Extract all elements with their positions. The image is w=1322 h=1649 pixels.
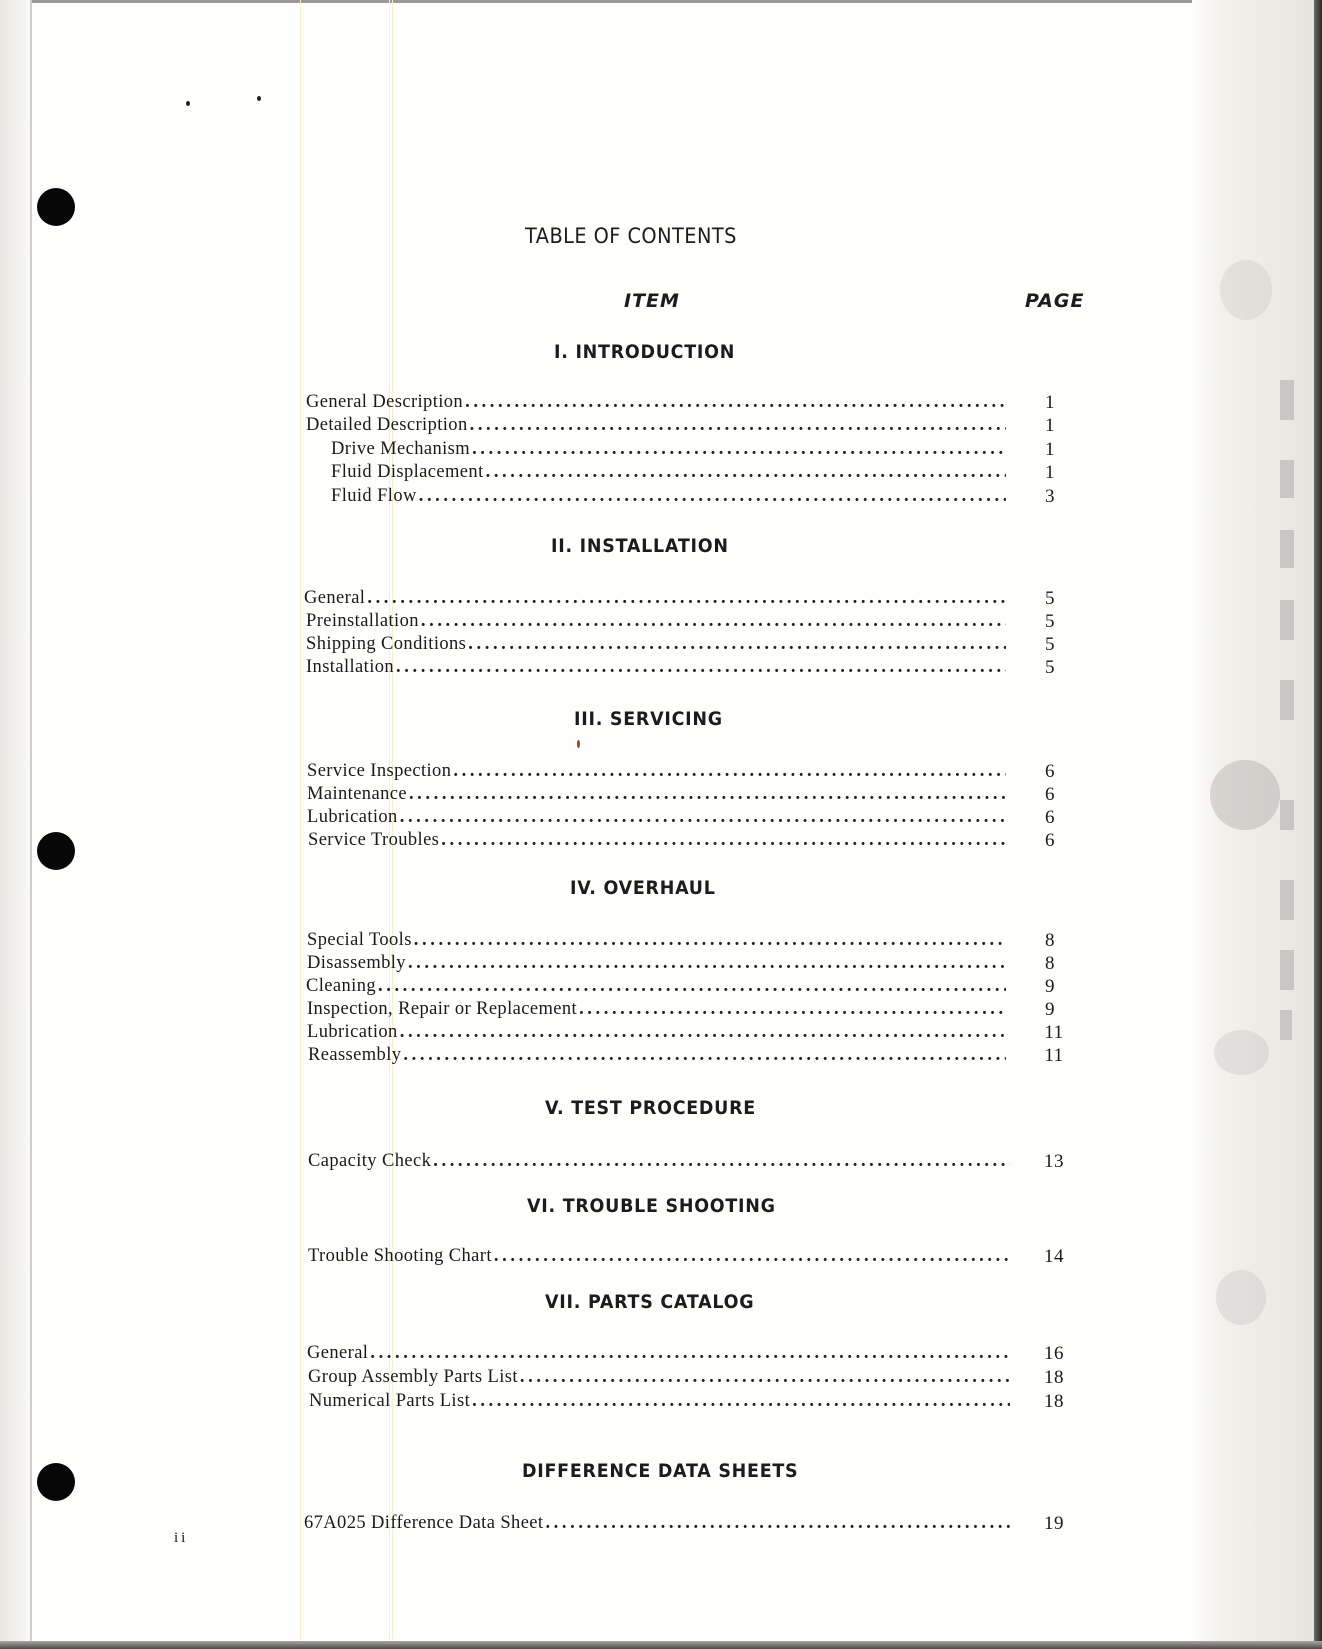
entry-page-number: 11 — [1044, 1022, 1064, 1043]
dot-leader — [403, 1045, 1006, 1066]
entry-label: Fluid Displacement — [331, 462, 484, 482]
toc-entry[interactable] — [306, 976, 1006, 998]
entry-label: Shipping Conditions — [306, 634, 467, 654]
entry-label: Detailed Description — [306, 415, 468, 435]
toc-entry[interactable] — [307, 1343, 1010, 1365]
toc-entry[interactable] — [306, 415, 1006, 437]
facing-page-bleed — [1192, 0, 1322, 1649]
toc-entry[interactable] — [331, 462, 1006, 484]
entry-page-number: 5 — [1045, 611, 1055, 632]
scan-speck — [257, 96, 261, 101]
entry-page-number: 5 — [1045, 634, 1055, 655]
entry-page-number: 5 — [1045, 657, 1055, 678]
dot-leader — [400, 1022, 1006, 1043]
entry-page-number: 9 — [1045, 976, 1055, 997]
toc-entry[interactable] — [306, 657, 1006, 679]
entry-page-number: 1 — [1045, 462, 1055, 483]
entry-page-number: 1 — [1045, 439, 1055, 460]
entry-label: Inspection, Repair or Replacement — [307, 999, 578, 1019]
toc-entry[interactable] — [304, 588, 1006, 610]
dot-leader — [408, 953, 1006, 974]
dot-leader — [453, 761, 1006, 782]
binder-hole — [37, 188, 75, 226]
entry-page-number: 3 — [1045, 486, 1055, 507]
entry-label: Lubrication — [307, 807, 398, 827]
toc-entry[interactable] — [307, 930, 1006, 952]
dot-leader — [414, 930, 1006, 951]
entry-page-number: 6 — [1045, 784, 1055, 805]
entry-label: Trouble Shooting Chart — [308, 1246, 492, 1266]
dot-leader — [409, 784, 1006, 805]
dot-leader — [421, 611, 1006, 632]
section-heading-introduction: I. INTRODUCTION — [554, 341, 736, 363]
entry-label: Disassembly — [307, 953, 406, 973]
section-heading-test-procedure: V. TEST PROCEDURE — [545, 1097, 756, 1119]
entry-label: General — [304, 588, 366, 608]
dot-leader — [468, 634, 1006, 655]
entry-label: Reassembly — [308, 1045, 402, 1065]
toc-entry[interactable] — [331, 486, 1006, 508]
toc-entry[interactable] — [308, 1246, 1010, 1268]
entry-label: Service Troubles — [308, 830, 440, 850]
entry-label: General — [307, 1343, 369, 1363]
section-heading-trouble-shooting: VI. TROUBLE SHOOTING — [527, 1195, 776, 1217]
entry-label: Fluid Flow — [331, 486, 417, 506]
entry-label: Capacity Check — [308, 1151, 432, 1171]
entry-page-number: 6 — [1045, 830, 1055, 851]
toc-entry[interactable] — [308, 1367, 1010, 1389]
section-heading-overhaul: IV. OVERHAUL — [570, 877, 716, 899]
toc-entry[interactable] — [331, 439, 1006, 461]
entry-label: Numerical Parts List — [309, 1391, 471, 1411]
scan-faint-line — [300, 0, 301, 1649]
toc-entry[interactable] — [307, 999, 1006, 1021]
toc-entry[interactable] — [306, 611, 1006, 633]
toc-entry[interactable] — [307, 807, 1006, 829]
entry-label: General Description — [306, 392, 464, 412]
dot-leader — [470, 415, 1006, 436]
toc-entry[interactable] — [307, 953, 1006, 975]
dot-leader — [396, 657, 1006, 678]
entry-label: Preinstallation — [306, 611, 419, 631]
page-title: TABLE OF CONTENTS — [525, 224, 737, 248]
dot-leader — [472, 439, 1006, 460]
page-column-header: PAGE — [1025, 290, 1085, 312]
entry-page-number: 19 — [1044, 1513, 1064, 1534]
entry-page-number: 1 — [1045, 392, 1055, 413]
dot-leader — [370, 1343, 1010, 1364]
entry-page-number: 13 — [1044, 1151, 1064, 1172]
dot-leader — [486, 462, 1006, 483]
section-heading-installation: II. INSTALLATION — [551, 535, 729, 557]
scan-left-strip — [0, 0, 32, 1649]
toc-entry[interactable] — [309, 1391, 1010, 1413]
entry-label: Group Assembly Parts List — [308, 1367, 518, 1387]
toc-entry[interactable] — [304, 1513, 1010, 1535]
entry-page-number: 18 — [1044, 1391, 1064, 1412]
page-folio: ii — [174, 1530, 189, 1546]
dot-leader — [400, 807, 1006, 828]
entry-page-number: 1 — [1045, 415, 1055, 436]
entry-page-number: 5 — [1045, 588, 1055, 609]
entry-page-number: 9 — [1045, 999, 1055, 1020]
scan-speck — [577, 740, 580, 748]
toc-entry[interactable] — [307, 784, 1006, 806]
toc-entry[interactable] — [308, 1151, 1010, 1173]
dot-leader — [367, 588, 1006, 609]
toc-entry[interactable] — [306, 634, 1006, 656]
entry-page-number: 8 — [1045, 930, 1055, 951]
entry-page-number: 6 — [1045, 761, 1055, 782]
dot-leader — [465, 392, 1006, 413]
section-heading-difference-data-sheets: DIFFERENCE DATA SHEETS — [522, 1460, 799, 1482]
toc-entry[interactable] — [308, 1045, 1006, 1067]
entry-label: Special Tools — [307, 930, 412, 950]
entry-label: Maintenance — [307, 784, 407, 804]
entry-page-number: 16 — [1044, 1343, 1064, 1364]
dot-leader — [494, 1246, 1010, 1267]
toc-entry[interactable] — [308, 830, 1006, 852]
binder-hole — [37, 832, 75, 870]
toc-entry[interactable] — [306, 392, 1006, 414]
item-column-header: ITEM — [624, 290, 680, 312]
entry-label: Lubrication — [307, 1022, 398, 1042]
entry-label: Cleaning — [306, 976, 376, 996]
scan-bottom-edge — [0, 1641, 1322, 1649]
section-heading-servicing: III. SERVICING — [574, 708, 723, 730]
dot-leader — [579, 999, 1006, 1020]
entry-page-number: 18 — [1044, 1367, 1064, 1388]
binder-hole — [37, 1463, 75, 1501]
entry-label: Service Inspection — [307, 761, 452, 781]
dot-leader — [378, 976, 1006, 997]
entry-page-number: 14 — [1044, 1246, 1064, 1267]
scan-top-edge — [0, 0, 1322, 3]
entry-page-number: 8 — [1045, 953, 1055, 974]
entry-label: Drive Mechanism — [331, 439, 471, 459]
scan-speck — [186, 101, 190, 106]
dot-leader — [441, 830, 1006, 851]
dot-leader — [545, 1513, 1010, 1534]
entry-page-number: 11 — [1044, 1045, 1064, 1066]
dot-leader — [472, 1391, 1010, 1412]
entry-page-number: 6 — [1045, 807, 1055, 828]
scan-right-edge — [1314, 0, 1322, 1649]
dot-leader — [419, 486, 1006, 507]
dot-leader — [520, 1367, 1010, 1388]
dot-leader — [433, 1151, 1010, 1172]
toc-entry[interactable] — [307, 761, 1006, 783]
entry-label: 67A025 Difference Data Sheet — [304, 1513, 544, 1533]
section-heading-parts-catalog: VII. PARTS CATALOG — [545, 1291, 755, 1313]
entry-label: Installation — [306, 657, 395, 677]
toc-entry[interactable] — [307, 1022, 1006, 1044]
